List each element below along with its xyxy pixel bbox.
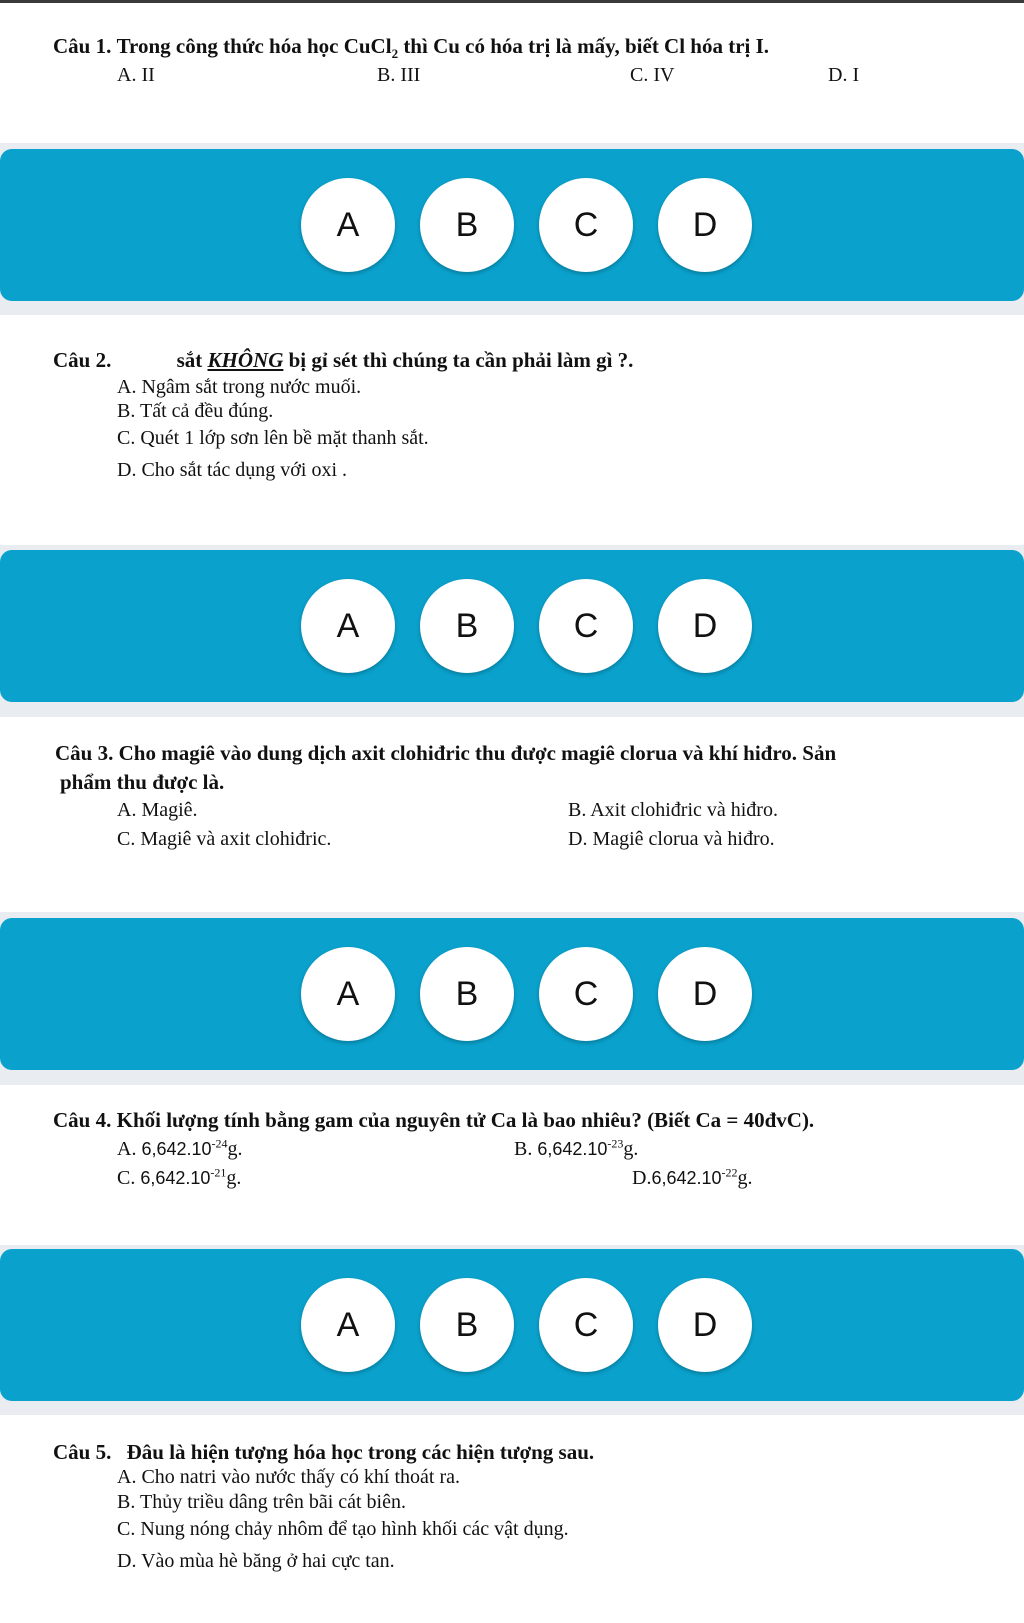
answer-button-d[interactable]: D (658, 178, 752, 272)
option-a: A. Ngâm sắt trong nước muối. (117, 376, 362, 398)
option-a: A. Magiê. (117, 799, 198, 821)
answer-button-c[interactable]: C (539, 579, 633, 673)
question-text-1: Câu 1. Trong công thức hóa học CuCl$_2$ thì Cu có hóa trị là mấy, biết Cl hóa trị I. (53, 34, 770, 62)
question-text-4: Câu 4. Khối lượng tính bằng gam của nguyên tử Ca là bao nhiêu? (Biết Ca = 40đvC). (53, 1108, 815, 1132)
question-card-5 (0, 1415, 1024, 1623)
option-c: C. Nung nóng chảy nhôm để tạo hình khối các vật dụng. (117, 1518, 569, 1540)
question-number: Câu 4. (53, 1108, 112, 1132)
answer-button-d[interactable]: D (658, 579, 752, 673)
option-b: B. III (377, 64, 421, 86)
option-a: A. Cho natri vào nước thấy có khí thoát ra. (117, 1466, 460, 1488)
answer-button-d[interactable]: D (658, 947, 752, 1041)
option-d: D. Magiê clorua và hiđro. (568, 828, 775, 850)
question-card-2 (0, 315, 1024, 545)
question-number: Câu 3. (55, 741, 114, 765)
option-c: C. IV (630, 64, 675, 86)
question-text-5: Câu 5. Đâu là hiện tượng hóa học trong các hiện tượng sau. (53, 1440, 595, 1464)
answer-button-c[interactable]: C (539, 178, 633, 272)
answer-button-b[interactable]: B (420, 178, 514, 272)
option-a: A. $6,642.10^{-24}g$. (117, 1136, 243, 1160)
option-c: C. Magiê và axit clohiđric. (117, 828, 332, 850)
answer-button-b[interactable]: B (420, 1278, 514, 1372)
question-number: Câu 2. (53, 348, 112, 372)
option-c: C. $6,642.10^{-21}g$. (117, 1165, 242, 1189)
answer-button-b[interactable]: B (420, 947, 514, 1041)
option-d: D. Cho sắt tác dụng với oxi . (117, 459, 347, 481)
answer-button-c[interactable]: C (539, 1278, 633, 1372)
option-d: D. Vào mùa hè băng ở hai cực tan. (117, 1550, 395, 1572)
question-card-3 (0, 717, 1024, 912)
option-d: D. I (828, 64, 860, 86)
option-c: C. Quét 1 lớp sơn lên bề mặt thanh sắt. (117, 427, 429, 449)
answer-button-b[interactable]: B (420, 579, 514, 673)
question-number: Câu 5. (53, 1440, 112, 1464)
answer-bar-1 (0, 149, 1024, 301)
question-card-1 (0, 3, 1024, 143)
answer-button-a[interactable]: A (301, 579, 395, 673)
option-a: A. II (117, 64, 155, 86)
question-card-4 (0, 1085, 1024, 1245)
answer-bar-4 (0, 1249, 1024, 1401)
option-b: B. Tất cả đều đúng. (117, 400, 274, 422)
question-number: Câu 1. (53, 34, 112, 58)
question-text-3: Câu 3. Cho magiê vào dung dịch axit clohiđric thu được magiê clorua và khí hiđro. Sản (55, 741, 837, 765)
answer-button-d[interactable]: D (658, 1278, 752, 1372)
option-d: $D.6,642.10^{-22}g$. (632, 1165, 753, 1189)
option-b: B. Axit clohiđric và hiđro. (568, 799, 778, 821)
answer-bar-2 (0, 550, 1024, 702)
answer-button-a[interactable]: A (301, 178, 395, 272)
answer-bar-3 (0, 918, 1024, 1070)
question-text-3-line2: phẩm thu được là. (60, 770, 225, 794)
answer-button-a[interactable]: A (301, 1278, 395, 1372)
answer-button-a[interactable]: A (301, 947, 395, 1041)
option-b: B. $6,642.10^{-23}g$. (514, 1136, 639, 1160)
option-b: B. Thủy triều dâng trên bãi cát biên. (117, 1491, 406, 1513)
question-text-2: Câu 2. sắt KHÔNG bị gỉ sét thì chúng ta cần phải làm gì ?. (53, 348, 634, 372)
answer-button-c[interactable]: C (539, 947, 633, 1041)
